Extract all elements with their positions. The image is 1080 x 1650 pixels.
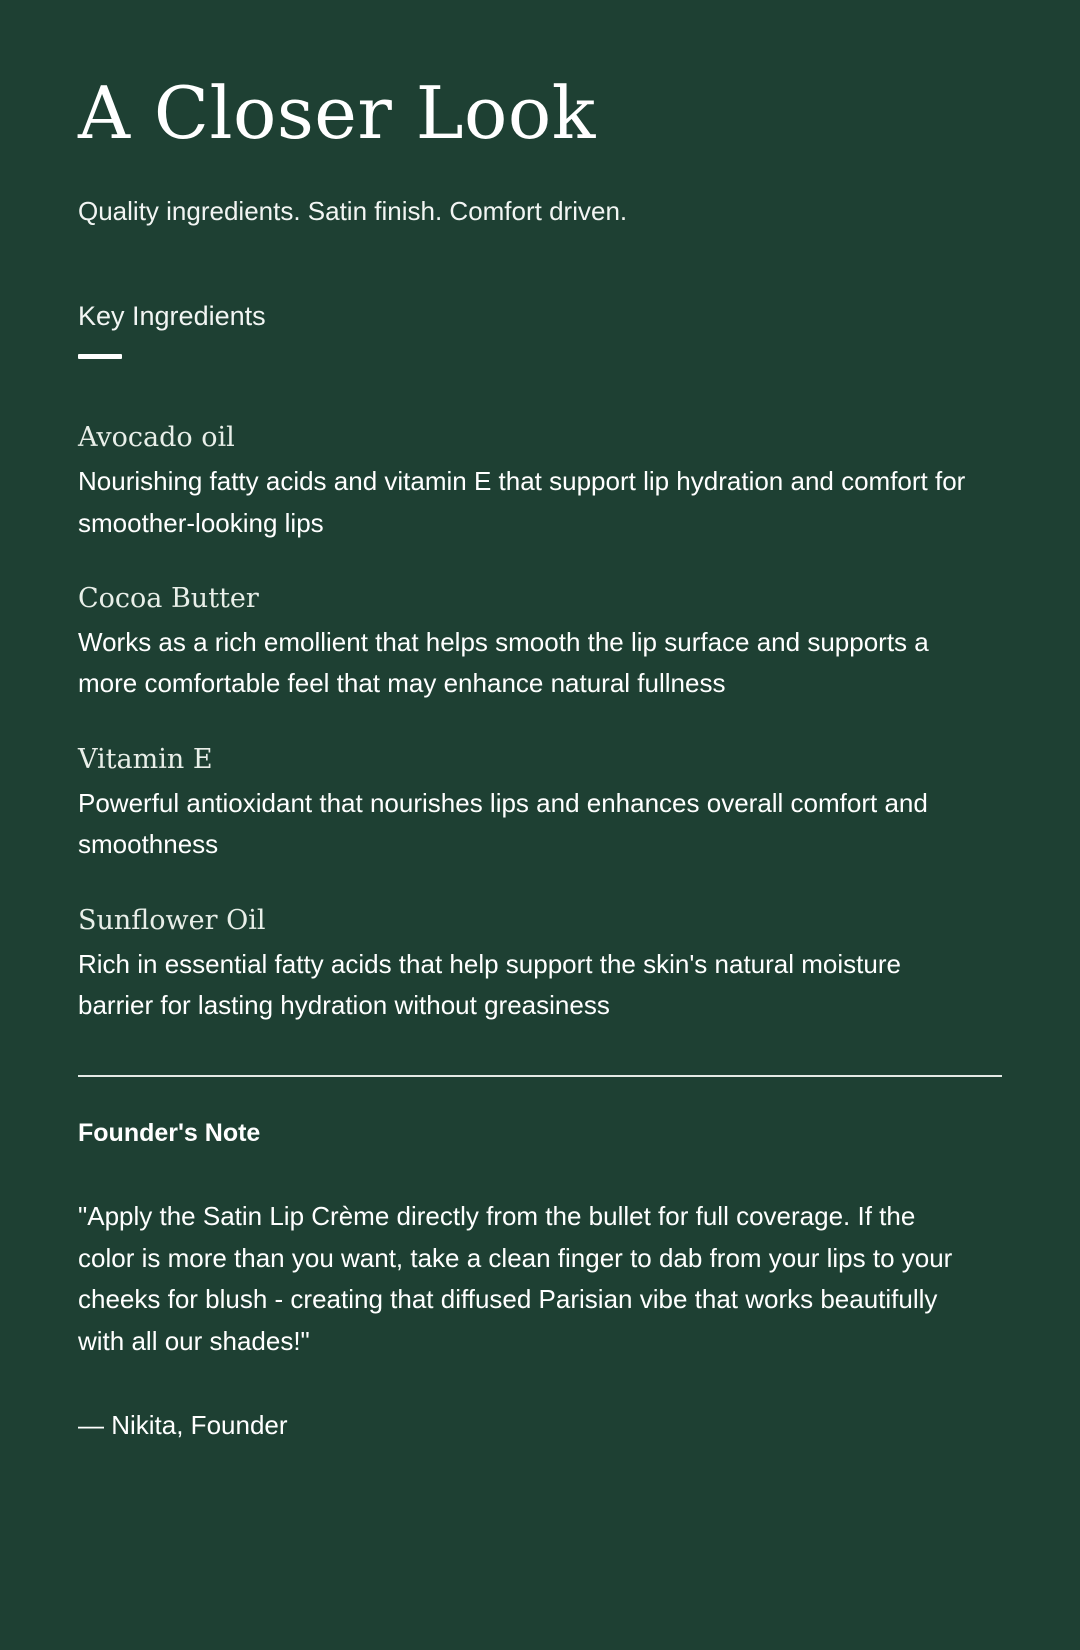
list-item bbox=[78, 743, 1002, 866]
key-ingredients-heading: Key Ingredients bbox=[78, 301, 266, 332]
list-item bbox=[78, 582, 1002, 705]
ingredient-description: Powerful antioxidant that nourishes lips and enhances overall comfort and smoothness bbox=[78, 787, 928, 860]
list-item bbox=[78, 421, 1002, 544]
page-title: A Closer Look bbox=[78, 71, 596, 155]
section-divider bbox=[78, 1075, 1002, 1077]
heading-underline-rule bbox=[78, 354, 122, 359]
founders-note-signature: — Nikita, Founder bbox=[78, 1410, 288, 1441]
founders-note-quote: "Apply the Satin Lip Crème directly from the bullet for full coverage. If the color is more than you want, take a clean finger to dab from your lips to your cheeks for blush - creating that diffused Parisian vibe that works beautifully with all our shades!" bbox=[78, 1200, 953, 1356]
ingredient-description: Nourishing fatty acids and vitamin E that support lip hydration and comfort for smoother-looking lips bbox=[78, 465, 966, 538]
ingredient-name: Cocoa Butter bbox=[78, 583, 259, 615]
list-item bbox=[78, 904, 1002, 1027]
ingredient-name: Vitamin E bbox=[78, 744, 213, 776]
founders-note-title: Founder's Note bbox=[78, 1118, 261, 1147]
ingredient-description: Works as a rich emollient that helps smooth the lip surface and supports a more comfortable feel that may enhance natural fullness bbox=[78, 626, 929, 699]
ingredients-list bbox=[78, 421, 1002, 1027]
ingredient-name: Sunflower Oil bbox=[78, 905, 266, 936]
ingredient-name: Avocado oil bbox=[78, 422, 235, 454]
ingredient-description: Rich in essential fatty acids that help support the skin's natural moisture barrier for lasting hydration without greasiness bbox=[78, 948, 901, 1021]
page-subtitle: Quality ingredients. Satin finish. Comfort driven. bbox=[78, 195, 628, 226]
